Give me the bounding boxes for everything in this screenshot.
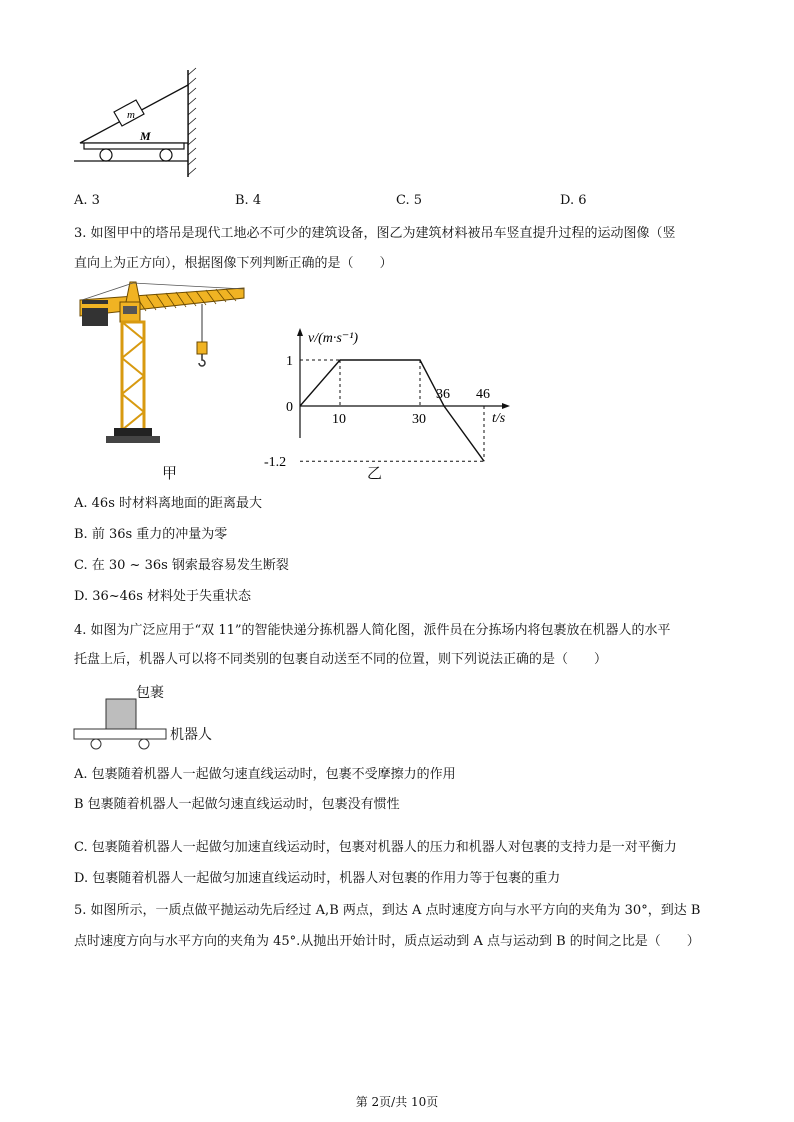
- package-label: 包裹: [136, 685, 164, 701]
- q4-option-d: D. 包裹随着机器人一起做匀加速直线运动时，机器人对包裹的作用力等于包裹的重力: [74, 871, 561, 886]
- robot-label: 机器人: [170, 727, 212, 743]
- tower-crane-illustration: [76, 282, 246, 447]
- y-tick-label: 1: [286, 354, 293, 369]
- incline-diagram: [70, 65, 210, 180]
- x-axis-label: t/s: [492, 411, 506, 426]
- q4-stem-line1: 4. 如图为广泛应用于“双 11”的智能快递分拣机器人简化图，派件员在分拣场内将包裹放在机器人的水平: [74, 623, 671, 638]
- q3-option-d: D. 36~46s 材料处于失重状态: [74, 589, 252, 604]
- page-footer: 第 2页/共 10页: [355, 1095, 439, 1109]
- q2-option-a: A. 3: [74, 193, 100, 208]
- y-tick-label: -1.2: [264, 455, 287, 471]
- label-m: m: [127, 109, 135, 121]
- x-tick-label: 30: [412, 412, 426, 427]
- q3-stem-line1: 3. 如图甲中的塔吊是现代工地必不可少的建筑设备，图乙为建筑材料被吊车竖直提升过程的运动图像（竖: [74, 226, 676, 241]
- x-axis-arrow: [502, 403, 510, 409]
- q4-option-c: C. 包裹随着机器人一起做匀加速直线运动时，包裹对机器人的压力和机器人对包裹的支持力是一对平衡力: [74, 840, 677, 855]
- figure-yi-label: 乙: [367, 464, 383, 482]
- q4-option-b: B 包裹随着机器人一起做匀速直线运动时，包裹没有惯性: [74, 797, 400, 812]
- q5-stem-line2: 点时速度方向与水平方向的夹角为 45°.从抛出开始计时，质点运动到 A 点与运动到 B 的时间之比是（ ）: [74, 934, 700, 949]
- q5-stem-line1: 5. 如图所示，一质点做平抛运动先后经过 A,B 两点，到达 A 点时速度方向与水平方向的夹角为 30°，到达 B: [74, 903, 701, 918]
- q4-option-a: A. 包裹随着机器人一起做匀速直线运动时，包裹不受摩擦力的作用: [74, 767, 456, 782]
- velocity-series-line: [300, 360, 484, 461]
- x-tick-label: 10: [332, 412, 346, 427]
- q2-option-b: B. 4: [235, 193, 262, 208]
- q2-option-c: C. 5: [396, 193, 423, 208]
- q4-stem-line2: 托盘上后，机器人可以将不同类别的包裹自动送至不同的位置，则下列说法正确的是（ ）: [74, 652, 608, 667]
- q3-option-a: A. 46s 时材料离地面的距离最大: [74, 496, 262, 511]
- velocity-time-chart: [258, 322, 506, 471]
- q3-option-b: B. 前 36s 重力的冲量为零: [74, 527, 228, 542]
- x-tick-label: 36: [436, 387, 450, 402]
- y-axis-label: v/(m·s⁻¹): [308, 331, 359, 346]
- x-tick-label: 46: [476, 387, 490, 402]
- label-M: M: [140, 129, 151, 143]
- y-axis-arrow: [297, 328, 303, 336]
- y-tick-label: 0: [286, 400, 293, 415]
- q3-option-c: C. 在 30 ~ 36s 钢索最容易发生断裂: [74, 558, 289, 573]
- figure-jia-label: 甲: [162, 464, 178, 482]
- q2-option-d: D. 6: [560, 193, 587, 208]
- q3-stem-line2: 直向上为正方向），根据图像下列判断正确的是（ ）: [74, 256, 393, 271]
